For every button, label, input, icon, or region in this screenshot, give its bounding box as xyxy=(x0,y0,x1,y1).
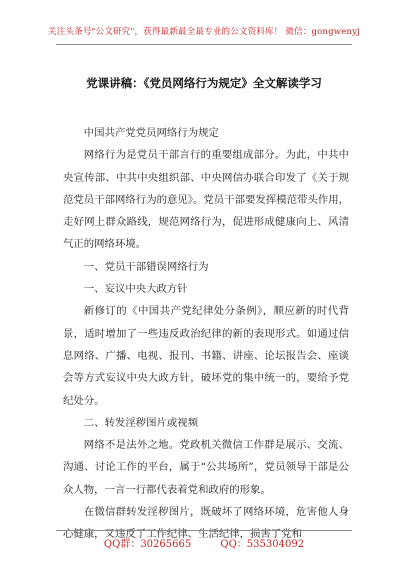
paragraph-discipline: 新修订的《中国共产党纪律处分条例》，顺应新的时代背景，适时增加了一些违反政治纪律的新的表现形式。如通过信息网络、广播、电视、报刊、书籍、讲座、论坛报告会、座谈会等方式妄议中央大政方针，破坏党的集中统一的，要给予党纪处分。 xyxy=(63,305,349,407)
footer-qq: QQ：535304092 xyxy=(220,539,305,550)
subsection-heading-1: 一、妄议中央大政方针 xyxy=(83,283,188,296)
document-body xyxy=(63,122,349,546)
document-title: 党课讲稿：《党员网络行为规定》全文解读学习 xyxy=(86,76,322,90)
header-note: 关注头条号"公文研究"，获得最新最全最专业的公文资料库！ 微信：gongwenyj xyxy=(48,27,360,37)
paragraph-network: 网络不是法外之地。党政机关微信工作群是展示、交流、沟通、讨论工作的平台，属于“公共场所”，党员领导干部是公众人物，一言一行都代表着党和政府的形象。 xyxy=(63,439,349,496)
footer-qq-group: QQ群：30265665 xyxy=(103,539,192,550)
section-heading: 一、党员干部错误网络行为 xyxy=(83,260,209,273)
footer-contact xyxy=(0,535,408,550)
paragraph-wechat: 在微信群转发淫秽图片，既破坏了网络环境，危害他人身心健康，又违反了工作纪律、生活纪律，损害了党和 xyxy=(63,506,349,541)
footer-divider xyxy=(56,530,352,531)
header-divider xyxy=(56,44,352,45)
paragraph-subtitle: 中国共产党党员网络行为规定 xyxy=(83,127,219,139)
paragraph-intro: 网络行为是党员干部言行的重要组成部分。为此，中共中央宣传部、中共中央组织部、中央网信办联合印发了《关于规范党员干部网络行为的意见》。党员干部要发挥模范带头作用，走好网上群众路线，规范网络行为，促进形成健康向上、风清气正的网络环境。 xyxy=(63,149,349,251)
subsection-heading-2: 二、转发淫秽图片或视频 xyxy=(83,416,199,429)
